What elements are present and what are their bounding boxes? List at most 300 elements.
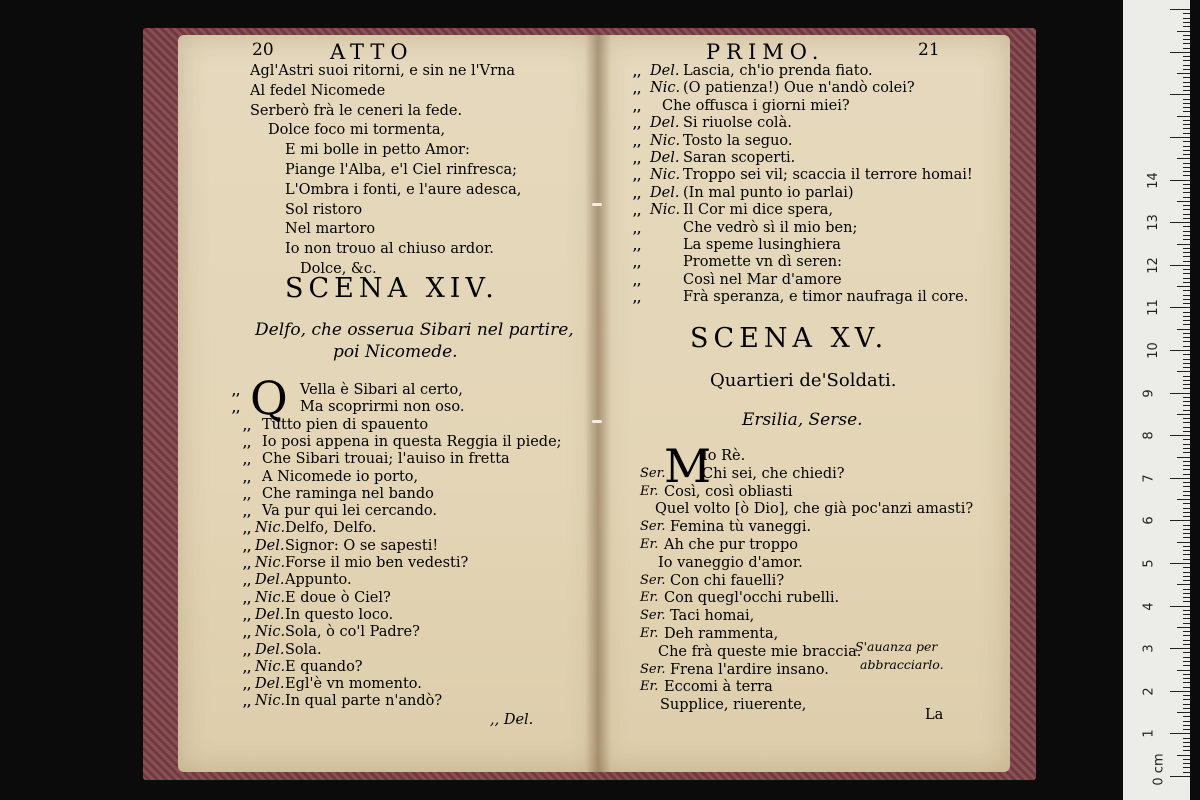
ruler-tick [1183,695,1190,696]
dialogue-line: Egl'è vn momento. [285,676,422,693]
ruler-tick [1183,367,1190,368]
speaker-label: Del. [255,537,285,554]
ruler-tick [1177,627,1190,628]
ruler-tick [1183,43,1190,44]
ruler-tick [1183,65,1190,66]
dialogue-line: In questo loco. [285,606,394,623]
ruler-tick [1183,652,1190,653]
ruler-tick [1183,56,1190,57]
ruler-tick [1183,422,1190,423]
ruler-number: 6 [1141,516,1157,526]
quote-mark: ,, [243,522,252,537]
speaker-label: Del. [650,115,680,132]
dialogue-line: Frena l'ardire insano. [670,661,829,678]
speaker-label: Er. [640,537,659,552]
dialogue-line: In qual parte n'andò? [285,693,443,710]
ruler-tick [1183,380,1190,381]
ruler-tick [1183,35,1190,36]
ruler-tick [1183,124,1190,125]
quote-mark: ,, [243,591,252,606]
ruler-tick [1183,82,1190,83]
dialogue-line: Che frà queste mie braccia. [658,643,862,660]
ruler-tick [1183,184,1190,185]
ruler-tick [1177,414,1190,415]
ruler-tick [1183,363,1190,364]
ruler-tick [1170,52,1190,53]
ruler-tick [1183,256,1190,257]
stage-direction-line-1: S'auanza per [855,639,938,654]
page-number-right: 21 [918,40,940,60]
ruler-tick [1177,158,1190,159]
scene-characters: Ersilia, Serse. [742,410,863,430]
quote-mark: ,, [633,82,642,97]
ruler-tick [1183,657,1190,658]
ruler-tick [1170,94,1190,95]
dialogue-line: (In mal punto io parlai) [683,184,854,201]
ruler-tick [1183,678,1190,679]
speaker-label: Del. [650,184,680,201]
ruler-tick [1170,520,1190,521]
ruler-tick [1183,22,1190,23]
ruler-tick [1183,60,1190,61]
quote-mark: ,, [243,435,252,450]
ruler-tick [1183,248,1190,249]
ruler-tick [1183,299,1190,300]
dialogue-line: Supplice, riuerente, [660,697,807,714]
ruler-tick [1183,631,1190,632]
ruler-tick [1183,546,1190,547]
ruler-tick [1177,670,1190,671]
ruler-tick [1183,759,1190,760]
dialogue-line: Ah che pur troppo [664,537,799,553]
ruler-tick [1183,772,1190,773]
ruler-tick [1183,572,1190,573]
dialogue-line: Eccomi à terra [664,679,773,696]
ruler-tick [1183,252,1190,253]
ruler-tick [1170,393,1190,394]
quote-mark: ,, [633,152,642,166]
ruler-tick [1183,39,1190,40]
dialogue-line: Deh rammenta, [664,626,779,642]
ruler-tick [1183,388,1190,389]
speaker-label: Del. [255,572,285,589]
ruler-tick [1183,452,1190,453]
speaker-label: Nic. [255,589,286,606]
ruler-tick [1183,439,1190,440]
ruler-tick [1183,278,1190,279]
binding-thread [592,420,602,423]
aria-line: Piange l'Alba, e'l Ciel rinfresca; [285,162,517,178]
ruler-tick [1183,133,1190,134]
ruler-tick [1177,201,1190,202]
dialogue-line: Si riuolse colà. [683,115,792,132]
ruler-tick [1183,746,1190,747]
dialogue-line: A Nicomede io porto, [262,468,419,485]
dialogue-line: Taci homai, [670,608,755,625]
quote-mark: ,, [243,453,252,468]
dialogue-line: Io posi appena in questa Reggia il piede; [262,433,562,450]
ruler-tick [1183,320,1190,321]
ruler-number: 14 [1145,171,1161,189]
ruler-number: 5 [1141,559,1157,568]
speaker-label: Er. [640,483,659,499]
speaker-label: Nic. [650,132,681,149]
ruler-tick [1183,13,1190,14]
quote-mark: ,, [633,204,642,219]
ruler-tick [1183,491,1190,492]
ruler-tick [1183,482,1190,483]
dialogue-line: Così, così obliasti [664,483,793,500]
scene-title-xv: SCENA XV. [690,323,889,354]
ruler-tick [1183,704,1190,705]
quote-mark: ,, [633,99,642,114]
ruler-tick [1183,111,1190,112]
ruler-tick [1183,687,1190,688]
ruler-tick [1183,128,1190,129]
ruler-tick [1183,614,1190,615]
aria-line: Sol ristoro [285,201,363,218]
ruler-tick [1183,495,1190,496]
ruler-tick [1183,303,1190,304]
drop-cap-left: Q [250,371,288,425]
ruler-tick [1177,116,1190,117]
speaker-label: Nic. [650,167,681,184]
ruler-number: 12 [1145,257,1161,274]
ruler-tick [1183,461,1190,462]
ruler-tick [1183,559,1190,560]
aria-line: L'Ombra i fonti, e l'aure adesca, [285,181,522,198]
speaker-label: Er. [640,679,659,695]
ruler-tick [1183,444,1190,445]
running-header-right: PRIMO. [706,40,825,64]
aria-line: Io non trouo al chiuso ardor. [285,241,494,258]
ruler-tick [1183,644,1190,645]
ruler-tick [1177,542,1190,543]
quote-mark: ,, [633,65,642,79]
dialogue-line: Va pur qui lei cercando. [262,503,437,520]
aria-line: Serberò frà le ceneri la fede. [250,102,463,119]
ruler-number: 4 [1141,601,1157,611]
quote-mark: ,, [633,256,642,271]
ruler-tick [1183,742,1190,743]
ruler-number: 7 [1141,474,1157,483]
ruler-tick [1183,150,1190,151]
ruler-tick [1183,465,1190,466]
aria-line: Nel martoro [285,221,376,238]
dialogue-line: Tosto la seguo. [683,132,793,149]
ruler-tick [1183,337,1190,338]
aria-line: Dolce foco mi tormenta, [268,122,446,139]
speaker-label: Ser. [640,608,666,624]
ruler-tick [1177,755,1190,756]
ruler-tick [1183,401,1190,402]
quote-mark: ,, [243,539,252,554]
ruler-tick [1177,73,1190,74]
page-number-left: 20 [252,40,274,60]
dialogue-line: Chi sei, che chiedi? [702,465,845,482]
ruler-tick [1183,486,1190,487]
ruler-tick [1183,141,1190,142]
ruler-tick [1183,333,1190,334]
dialogue-line: Che vedrò sì il mio ben; [683,219,858,236]
ruler-tick [1183,273,1190,274]
speaker-label: Ser. [640,572,666,588]
ruler-tick [1170,776,1190,777]
ruler-tick [1183,431,1190,432]
ruler-tick [1183,610,1190,611]
ruler-tick [1170,180,1190,181]
ruler-tick [1183,516,1190,517]
book-gutter [585,35,611,772]
ruler-tick [1183,410,1190,411]
ruler-tick [1183,418,1190,419]
ruler-tick [1183,235,1190,236]
dialogue-line: Che offusca i giorni miei? [662,97,850,114]
ruler-tick [1183,593,1190,594]
speaker-label: Del. [255,606,285,623]
dialogue-line: Con chi fauelli? [670,572,785,589]
speaker-label: Nic. [255,624,286,641]
ruler-tick [1183,231,1190,232]
speaker-label: Er. [640,626,659,641]
ruler-tick [1183,99,1190,100]
ruler-tick [1183,589,1190,590]
quote-mark: ,, [232,384,241,398]
measuring-ruler [1123,0,1190,800]
speaker-label: Nic. [255,658,286,675]
ruler-tick [1183,665,1190,666]
ruler-tick [1183,359,1190,360]
scene-subtitle-line-1: Delfo, che osserua Sibari nel partire, [255,320,574,340]
ruler-tick [1183,376,1190,377]
ruler-tick [1183,226,1190,227]
ruler-tick [1183,282,1190,283]
dialogue-line: Frà speranza, e timor naufraga il core. [683,289,969,306]
quote-mark: ,, [633,291,642,306]
ruler-number: 2 [1141,687,1157,696]
ruler-tick [1183,171,1190,172]
ruler-tick [1177,31,1190,32]
ruler-tick [1170,350,1190,351]
speaker-label: Del. [650,150,680,166]
ruler-tick [1170,563,1190,564]
dialogue-line: Quel volto [ò Dio], che già poc'anzi amasti? [655,501,974,518]
ruler-tick [1170,265,1190,266]
ruler-tick [1177,329,1190,330]
ruler-tick [1183,554,1190,555]
dialogue-line: Sola, ò co'l Padre? [285,624,420,641]
ruler-tick [1170,691,1190,692]
speaker-label: Nic. [650,202,681,219]
quote-mark: ,, [243,557,252,571]
ruler-tick [1183,312,1190,313]
ruler-tick [1183,397,1190,398]
ruler-tick [1183,474,1190,475]
ruler-number: 1 [1141,729,1157,739]
dialogue-line: Sola. [285,641,322,658]
ruler-tick [1183,290,1190,291]
speaker-label: Nic. [255,520,286,537]
scene-subtitle-line-2: poi Nicomede. [333,342,458,362]
ruler-tick [1183,218,1190,219]
ruler-tick [1183,163,1190,164]
ruler-tick [1183,767,1190,768]
catchword-left: ,, Del. [490,712,534,728]
ruler-tick [1183,346,1190,347]
ruler-tick [1183,550,1190,551]
dialogue-line: Che Sibari trouai; l'auiso in fretta [262,451,510,468]
dialogue-line: Delfo, Delfo. [285,520,377,537]
ruler-tick [1183,682,1190,683]
ruler-tick [1183,324,1190,325]
dialogue-line: Il Cor mi dice spera, [683,202,834,219]
ruler-tick [1170,9,1190,10]
dialogue-line: La speme lusinghiera [683,237,841,253]
speaker-label: Nic. [255,555,286,571]
quote-mark: ,, [243,487,252,502]
dialogue-line: Tutto pien di spauento [262,416,429,433]
dialogue-line: Io Rè. [702,448,746,464]
quote-mark: ,, [633,221,642,236]
dialogue-line: Così nel Mar d'amore [683,271,842,288]
ruler-tick [1183,448,1190,449]
quote-mark: ,, [243,418,252,433]
speaker-label: Ser. [640,465,666,481]
dialogue-line: E quando? [285,658,363,675]
quote-mark: ,, [232,401,241,416]
quote-mark: ,, [243,678,252,693]
ruler-tick [1183,763,1190,764]
dialogue-line: Con quegl'occhi rubelli. [664,590,840,607]
ruler-tick [1170,606,1190,607]
ruler-tick [1183,640,1190,641]
binding-thread [592,203,602,206]
speaker-label: Er. [640,590,659,606]
speaker-label: Nic. [650,80,681,97]
ruler-tick [1183,580,1190,581]
ruler-tick [1170,307,1190,308]
dialogue-line: E doue ò Ciel? [285,589,391,606]
quote-mark: ,, [243,574,252,589]
ruler-tick [1183,103,1190,104]
ruler-tick [1183,209,1190,210]
dialogue-line: Femina tù vaneggi. [670,519,812,536]
ruler-tick [1183,674,1190,675]
stage-direction-line-2: abbracciarlo. [860,657,944,672]
ruler-tick [1183,525,1190,526]
quote-mark: ,, [633,273,642,288]
ruler-tick [1183,188,1190,189]
ruler-tick [1183,90,1190,91]
ruler-tick [1183,529,1190,530]
ruler-tick [1183,120,1190,121]
ruler-tick [1183,576,1190,577]
ruler-tick [1183,354,1190,355]
quote-mark: ,, [243,626,252,641]
quote-mark: ,, [243,505,252,520]
dialogue-line: Signor: O se sapesti! [285,537,439,554]
ruler-tick [1177,244,1190,245]
ruler-tick [1183,699,1190,700]
ruler-tick [1183,405,1190,406]
ruler-tick [1183,512,1190,513]
ruler-tick [1170,435,1190,436]
catchword-right: La [925,707,944,723]
quote-mark: ,, [243,660,252,675]
quote-mark: ,, [633,186,642,201]
dialogue-line: Lascia, ch'io prenda fiato. [683,63,873,79]
ruler-tick [1183,716,1190,717]
ruler-tick [1183,107,1190,108]
ruler-tick [1177,286,1190,287]
speaker-label: Del. [255,676,285,693]
ruler-tick [1183,86,1190,87]
ruler-tick [1183,295,1190,296]
dialogue-line: (O patienza!) Oue n'andò colei? [683,80,915,97]
ruler-number: 9 [1141,388,1157,398]
ruler-tick [1183,597,1190,598]
ruler-tick [1183,341,1190,342]
ruler-unit-label: 0 cm [1151,753,1167,786]
ruler-tick [1183,427,1190,428]
ruler-tick [1183,533,1190,534]
ruler-tick [1183,214,1190,215]
speaker-label: Nic. [255,693,286,710]
ruler-tick [1183,269,1190,270]
ruler-tick [1183,384,1190,385]
dialogue-line: Vella è Sibari al certo, [300,382,463,398]
ruler-tick [1183,197,1190,198]
speaker-label: Del. [650,63,680,79]
aria-line: Agl'Astri suoi ritorni, e sin ne l'Vrna [250,63,516,79]
ruler-tick [1177,457,1190,458]
dialogue-line: Forse il mio ben vedesti? [285,555,469,571]
ruler-tick [1183,601,1190,602]
drop-cap-right: M [664,439,712,493]
ruler-tick [1183,26,1190,27]
quote-mark: ,, [633,239,642,253]
quote-mark: ,, [633,169,642,184]
ruler-tick [1183,469,1190,470]
ruler-tick [1183,567,1190,568]
ruler-tick [1183,623,1190,624]
quote-mark: ,, [243,608,252,623]
dialogue-line: Promette vn dì seren: [683,254,843,271]
ruler-tick [1183,721,1190,722]
ruler-tick [1183,729,1190,730]
aria-line: Al fedel Nicomede [250,82,386,99]
ruler-tick [1177,371,1190,372]
running-header-left: ATTO [330,40,414,64]
ruler-tick [1183,725,1190,726]
ruler-tick [1183,175,1190,176]
ruler-tick [1183,146,1190,147]
ruler-tick [1183,750,1190,751]
ruler-tick [1170,478,1190,479]
quote-mark: ,, [633,117,642,132]
ruler-tick [1183,635,1190,636]
quote-mark: ,, [243,643,252,658]
ruler-tick [1183,618,1190,619]
ruler-tick [1183,18,1190,19]
dialogue-line: Io vaneggio d'amor. [658,554,803,571]
ruler-tick [1183,738,1190,739]
ruler-tick [1183,77,1190,78]
quote-mark: ,, [633,134,642,149]
dialogue-line: Troppo sei vil; scaccia il terrore homai! [683,167,973,184]
ruler-tick [1183,154,1190,155]
dialogue-line: Saran scoperti. [683,150,796,166]
